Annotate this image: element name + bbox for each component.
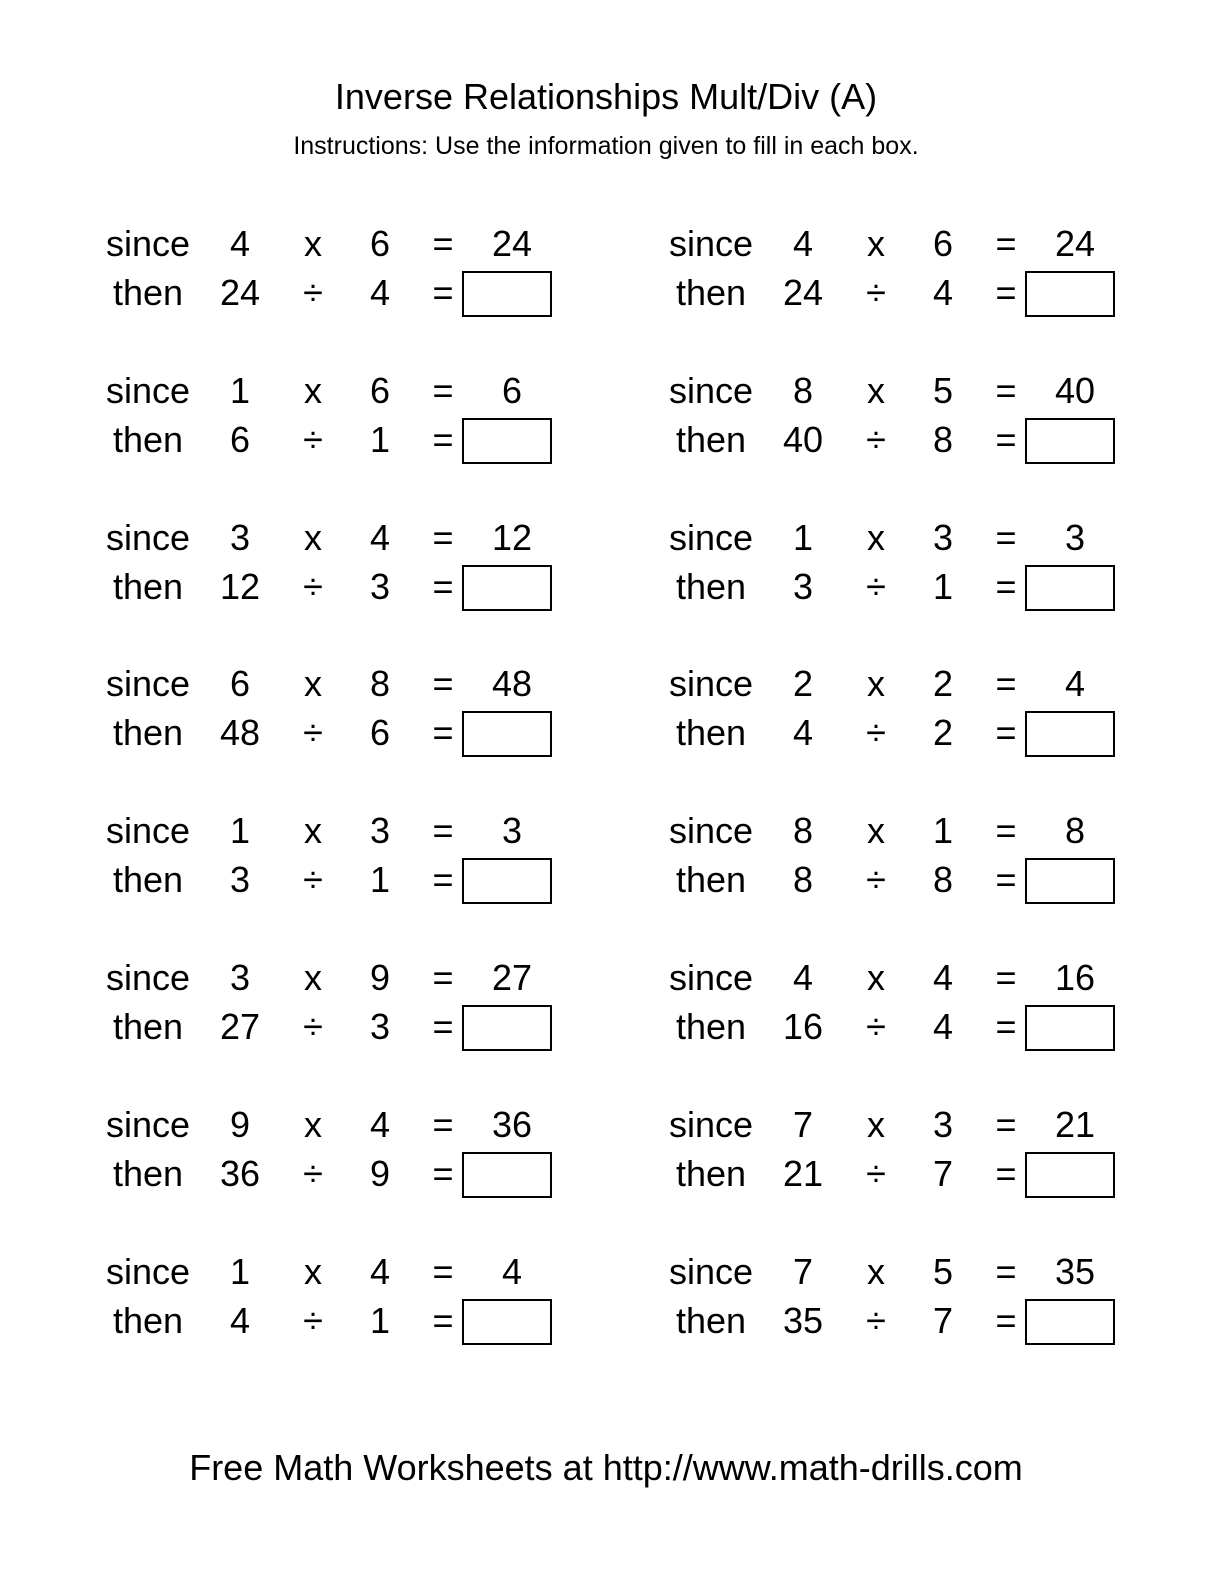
problem-item — [100, 1250, 560, 1360]
equals-sign: = — [995, 663, 1017, 705]
factor-b: 3 — [932, 516, 954, 558]
divisor: 7 — [932, 1299, 954, 1341]
equals-sign: = — [432, 1250, 454, 1292]
equals-sign: = — [432, 1152, 454, 1194]
product-value: 4 — [501, 1250, 523, 1292]
then-label: then — [112, 1006, 184, 1047]
factor-b: 6 — [369, 223, 391, 264]
answer-box[interactable] — [1025, 711, 1115, 757]
factor-b: 1 — [932, 810, 954, 852]
since-label: since — [105, 516, 191, 558]
equals-sign: = — [432, 369, 454, 411]
divide-sign: ÷ — [303, 1152, 323, 1194]
equals-sign: = — [995, 565, 1017, 607]
answer-box[interactable] — [1025, 418, 1115, 464]
problem-item — [100, 809, 560, 919]
equals-sign: = — [995, 1006, 1017, 1047]
divide-sign: ÷ — [303, 272, 323, 313]
factor-b: 9 — [369, 957, 391, 998]
divisor: 4 — [932, 272, 954, 313]
factor-b: 3 — [932, 1103, 954, 1145]
then-label: then — [675, 1006, 747, 1047]
factor-b: 2 — [932, 663, 954, 705]
factor-a: 4 — [229, 223, 251, 264]
multiply-sign: x — [867, 957, 885, 998]
equals-sign: = — [432, 565, 454, 607]
multiply-sign: x — [867, 1103, 885, 1145]
equals-sign: = — [432, 1103, 454, 1145]
factor-a: 7 — [792, 1103, 814, 1145]
product-value: 24 — [1054, 223, 1096, 264]
dividend: 16 — [782, 1006, 824, 1047]
factor-a: 6 — [229, 663, 251, 705]
factor-a: 1 — [792, 516, 814, 558]
footer-link-text: Free Math Worksheets at http://www.math-drills.com — [189, 1447, 1023, 1488]
factor-b: 3 — [369, 810, 391, 852]
dividend: 12 — [219, 565, 261, 607]
since-label: since — [105, 1250, 191, 1292]
divide-sign: ÷ — [866, 1299, 886, 1341]
divide-sign: ÷ — [866, 272, 886, 313]
equals-sign: = — [995, 516, 1017, 558]
divide-sign: ÷ — [303, 1006, 323, 1047]
then-label: then — [675, 565, 747, 607]
product-value: 3 — [1064, 516, 1086, 558]
product-value: 21 — [1054, 1103, 1096, 1145]
equals-sign: = — [432, 859, 454, 901]
multiply-sign: x — [867, 810, 885, 852]
equals-sign: = — [995, 1152, 1017, 1194]
factor-b: 4 — [369, 516, 391, 558]
equals-sign: = — [995, 1103, 1017, 1145]
product-value: 27 — [491, 957, 533, 998]
divide-sign: ÷ — [303, 565, 323, 607]
problem-item — [100, 662, 560, 772]
then-label: then — [112, 1299, 184, 1341]
since-label: since — [105, 223, 191, 264]
problem-item — [100, 1103, 560, 1213]
divisor: 3 — [369, 565, 391, 607]
multiply-sign: x — [867, 223, 885, 264]
divide-sign: ÷ — [866, 418, 886, 460]
factor-b: 8 — [369, 663, 391, 705]
equals-sign: = — [432, 1299, 454, 1341]
then-label: then — [675, 1152, 747, 1194]
dividend: 35 — [782, 1299, 824, 1341]
problem-item — [663, 809, 1123, 919]
answer-box[interactable] — [462, 565, 552, 611]
since-label: since — [105, 810, 191, 852]
problem-item — [663, 369, 1123, 479]
worksheet-instructions: Instructions: Use the information given to fill in each box. — [293, 132, 919, 160]
since-label: since — [105, 663, 191, 705]
factor-a: 2 — [792, 663, 814, 705]
problem-item — [663, 1250, 1123, 1360]
divide-sign: ÷ — [866, 1152, 886, 1194]
factor-b: 6 — [932, 223, 954, 264]
divisor: 2 — [932, 712, 954, 754]
dividend: 40 — [782, 418, 824, 460]
then-label: then — [112, 565, 184, 607]
factor-a: 4 — [792, 223, 814, 264]
factor-b: 4 — [369, 1103, 391, 1145]
then-label: then — [675, 712, 747, 754]
divide-sign: ÷ — [303, 418, 323, 460]
multiply-sign: x — [304, 1103, 322, 1145]
then-label: then — [675, 418, 747, 460]
factor-a: 7 — [792, 1250, 814, 1292]
equals-sign: = — [995, 369, 1017, 411]
divide-sign: ÷ — [866, 565, 886, 607]
answer-box[interactable] — [462, 711, 552, 757]
equals-sign: = — [995, 712, 1017, 754]
problem-item — [100, 222, 560, 332]
answer-box[interactable] — [462, 858, 552, 904]
answer-box[interactable] — [462, 1152, 552, 1198]
since-label: since — [668, 810, 754, 852]
divide-sign: ÷ — [866, 712, 886, 754]
answer-box[interactable] — [1025, 271, 1115, 317]
multiply-sign: x — [867, 516, 885, 558]
dividend: 36 — [219, 1152, 261, 1194]
answer-box[interactable] — [462, 418, 552, 464]
problem-item — [663, 1103, 1123, 1213]
problem-item — [663, 662, 1123, 772]
equals-sign: = — [995, 418, 1017, 460]
dividend: 24 — [219, 272, 261, 313]
factor-a: 1 — [229, 810, 251, 852]
divide-sign: ÷ — [303, 712, 323, 754]
equals-sign: = — [432, 810, 454, 852]
divisor: 1 — [369, 418, 391, 460]
problem-item — [663, 516, 1123, 626]
factor-a: 9 — [229, 1103, 251, 1145]
equals-sign: = — [995, 223, 1017, 264]
product-value: 40 — [1054, 369, 1096, 411]
answer-box[interactable] — [462, 271, 552, 317]
divisor: 4 — [932, 1006, 954, 1047]
equals-sign: = — [995, 272, 1017, 313]
answer-box[interactable] — [462, 1005, 552, 1051]
dividend: 24 — [782, 272, 824, 313]
dividend: 48 — [219, 712, 261, 754]
problem-item — [663, 956, 1123, 1066]
product-value: 12 — [491, 516, 533, 558]
equals-sign: = — [995, 859, 1017, 901]
factor-b: 4 — [369, 1250, 391, 1292]
equals-sign: = — [995, 1250, 1017, 1292]
multiply-sign: x — [304, 663, 322, 705]
product-value: 36 — [491, 1103, 533, 1145]
worksheet-title: Inverse Relationships Mult/Div (A) — [334, 76, 878, 117]
divide-sign: ÷ — [866, 1006, 886, 1047]
equals-sign: = — [432, 272, 454, 313]
dividend: 8 — [792, 859, 814, 901]
product-value: 24 — [491, 223, 533, 264]
divisor: 6 — [369, 712, 391, 754]
divisor: 4 — [369, 272, 391, 313]
since-label: since — [668, 663, 754, 705]
multiply-sign: x — [304, 516, 322, 558]
product-value: 6 — [501, 369, 523, 411]
divisor: 8 — [932, 418, 954, 460]
multiply-sign: x — [867, 1250, 885, 1292]
factor-b: 4 — [932, 957, 954, 998]
divide-sign: ÷ — [303, 1299, 323, 1341]
equals-sign: = — [432, 516, 454, 558]
factor-b: 5 — [932, 369, 954, 411]
factor-a: 1 — [229, 369, 251, 411]
answer-box[interactable] — [1025, 565, 1115, 611]
since-label: since — [668, 516, 754, 558]
divide-sign: ÷ — [866, 859, 886, 901]
since-label: since — [668, 1103, 754, 1145]
then-label: then — [675, 1299, 747, 1341]
then-label: then — [112, 859, 184, 901]
since-label: since — [668, 223, 754, 264]
product-value: 8 — [1064, 810, 1086, 852]
product-value: 16 — [1054, 957, 1096, 998]
dividend: 27 — [219, 1006, 261, 1047]
equals-sign: = — [995, 1299, 1017, 1341]
product-value: 4 — [1064, 663, 1086, 705]
factor-a: 3 — [229, 516, 251, 558]
problem-item — [663, 222, 1123, 332]
since-label: since — [105, 1103, 191, 1145]
divisor: 9 — [369, 1152, 391, 1194]
equals-sign: = — [432, 1006, 454, 1047]
then-label: then — [112, 712, 184, 754]
answer-box[interactable] — [1025, 1005, 1115, 1051]
since-label: since — [105, 369, 191, 411]
divisor: 1 — [369, 859, 391, 901]
equals-sign: = — [432, 223, 454, 264]
product-value: 35 — [1054, 1250, 1096, 1292]
divisor: 3 — [369, 1006, 391, 1047]
factor-a: 8 — [792, 810, 814, 852]
problem-item — [100, 516, 560, 626]
since-label: since — [105, 957, 191, 998]
divisor: 1 — [932, 565, 954, 607]
factor-b: 6 — [369, 369, 391, 411]
then-label: then — [112, 272, 184, 313]
divisor: 7 — [932, 1152, 954, 1194]
problem-item — [100, 956, 560, 1066]
product-value: 3 — [501, 810, 523, 852]
answer-box[interactable] — [1025, 1299, 1115, 1345]
divisor: 8 — [932, 859, 954, 901]
dividend: 3 — [229, 859, 251, 901]
then-label: then — [675, 272, 747, 313]
answer-box[interactable] — [1025, 858, 1115, 904]
factor-a: 8 — [792, 369, 814, 411]
answer-box[interactable] — [1025, 1152, 1115, 1198]
dividend: 4 — [792, 712, 814, 754]
since-label: since — [668, 1250, 754, 1292]
equals-sign: = — [432, 957, 454, 998]
multiply-sign: x — [867, 369, 885, 411]
multiply-sign: x — [304, 1250, 322, 1292]
equals-sign: = — [995, 810, 1017, 852]
multiply-sign: x — [304, 223, 322, 264]
factor-a: 4 — [792, 957, 814, 998]
multiply-sign: x — [304, 957, 322, 998]
equals-sign: = — [432, 663, 454, 705]
dividend: 3 — [792, 565, 814, 607]
equals-sign: = — [432, 418, 454, 460]
multiply-sign: x — [304, 369, 322, 411]
factor-b: 5 — [932, 1250, 954, 1292]
product-value: 48 — [491, 663, 533, 705]
answer-box[interactable] — [462, 1299, 552, 1345]
then-label: then — [675, 859, 747, 901]
factor-a: 3 — [229, 957, 251, 998]
factor-a: 1 — [229, 1250, 251, 1292]
since-label: since — [668, 957, 754, 998]
divide-sign: ÷ — [303, 859, 323, 901]
multiply-sign: x — [867, 663, 885, 705]
then-label: then — [112, 418, 184, 460]
since-label: since — [668, 369, 754, 411]
equals-sign: = — [432, 712, 454, 754]
dividend: 21 — [782, 1152, 824, 1194]
then-label: then — [112, 1152, 184, 1194]
multiply-sign: x — [304, 810, 322, 852]
divisor: 1 — [369, 1299, 391, 1341]
problem-item — [100, 369, 560, 479]
dividend: 4 — [229, 1299, 251, 1341]
equals-sign: = — [995, 957, 1017, 998]
dividend: 6 — [229, 418, 251, 460]
